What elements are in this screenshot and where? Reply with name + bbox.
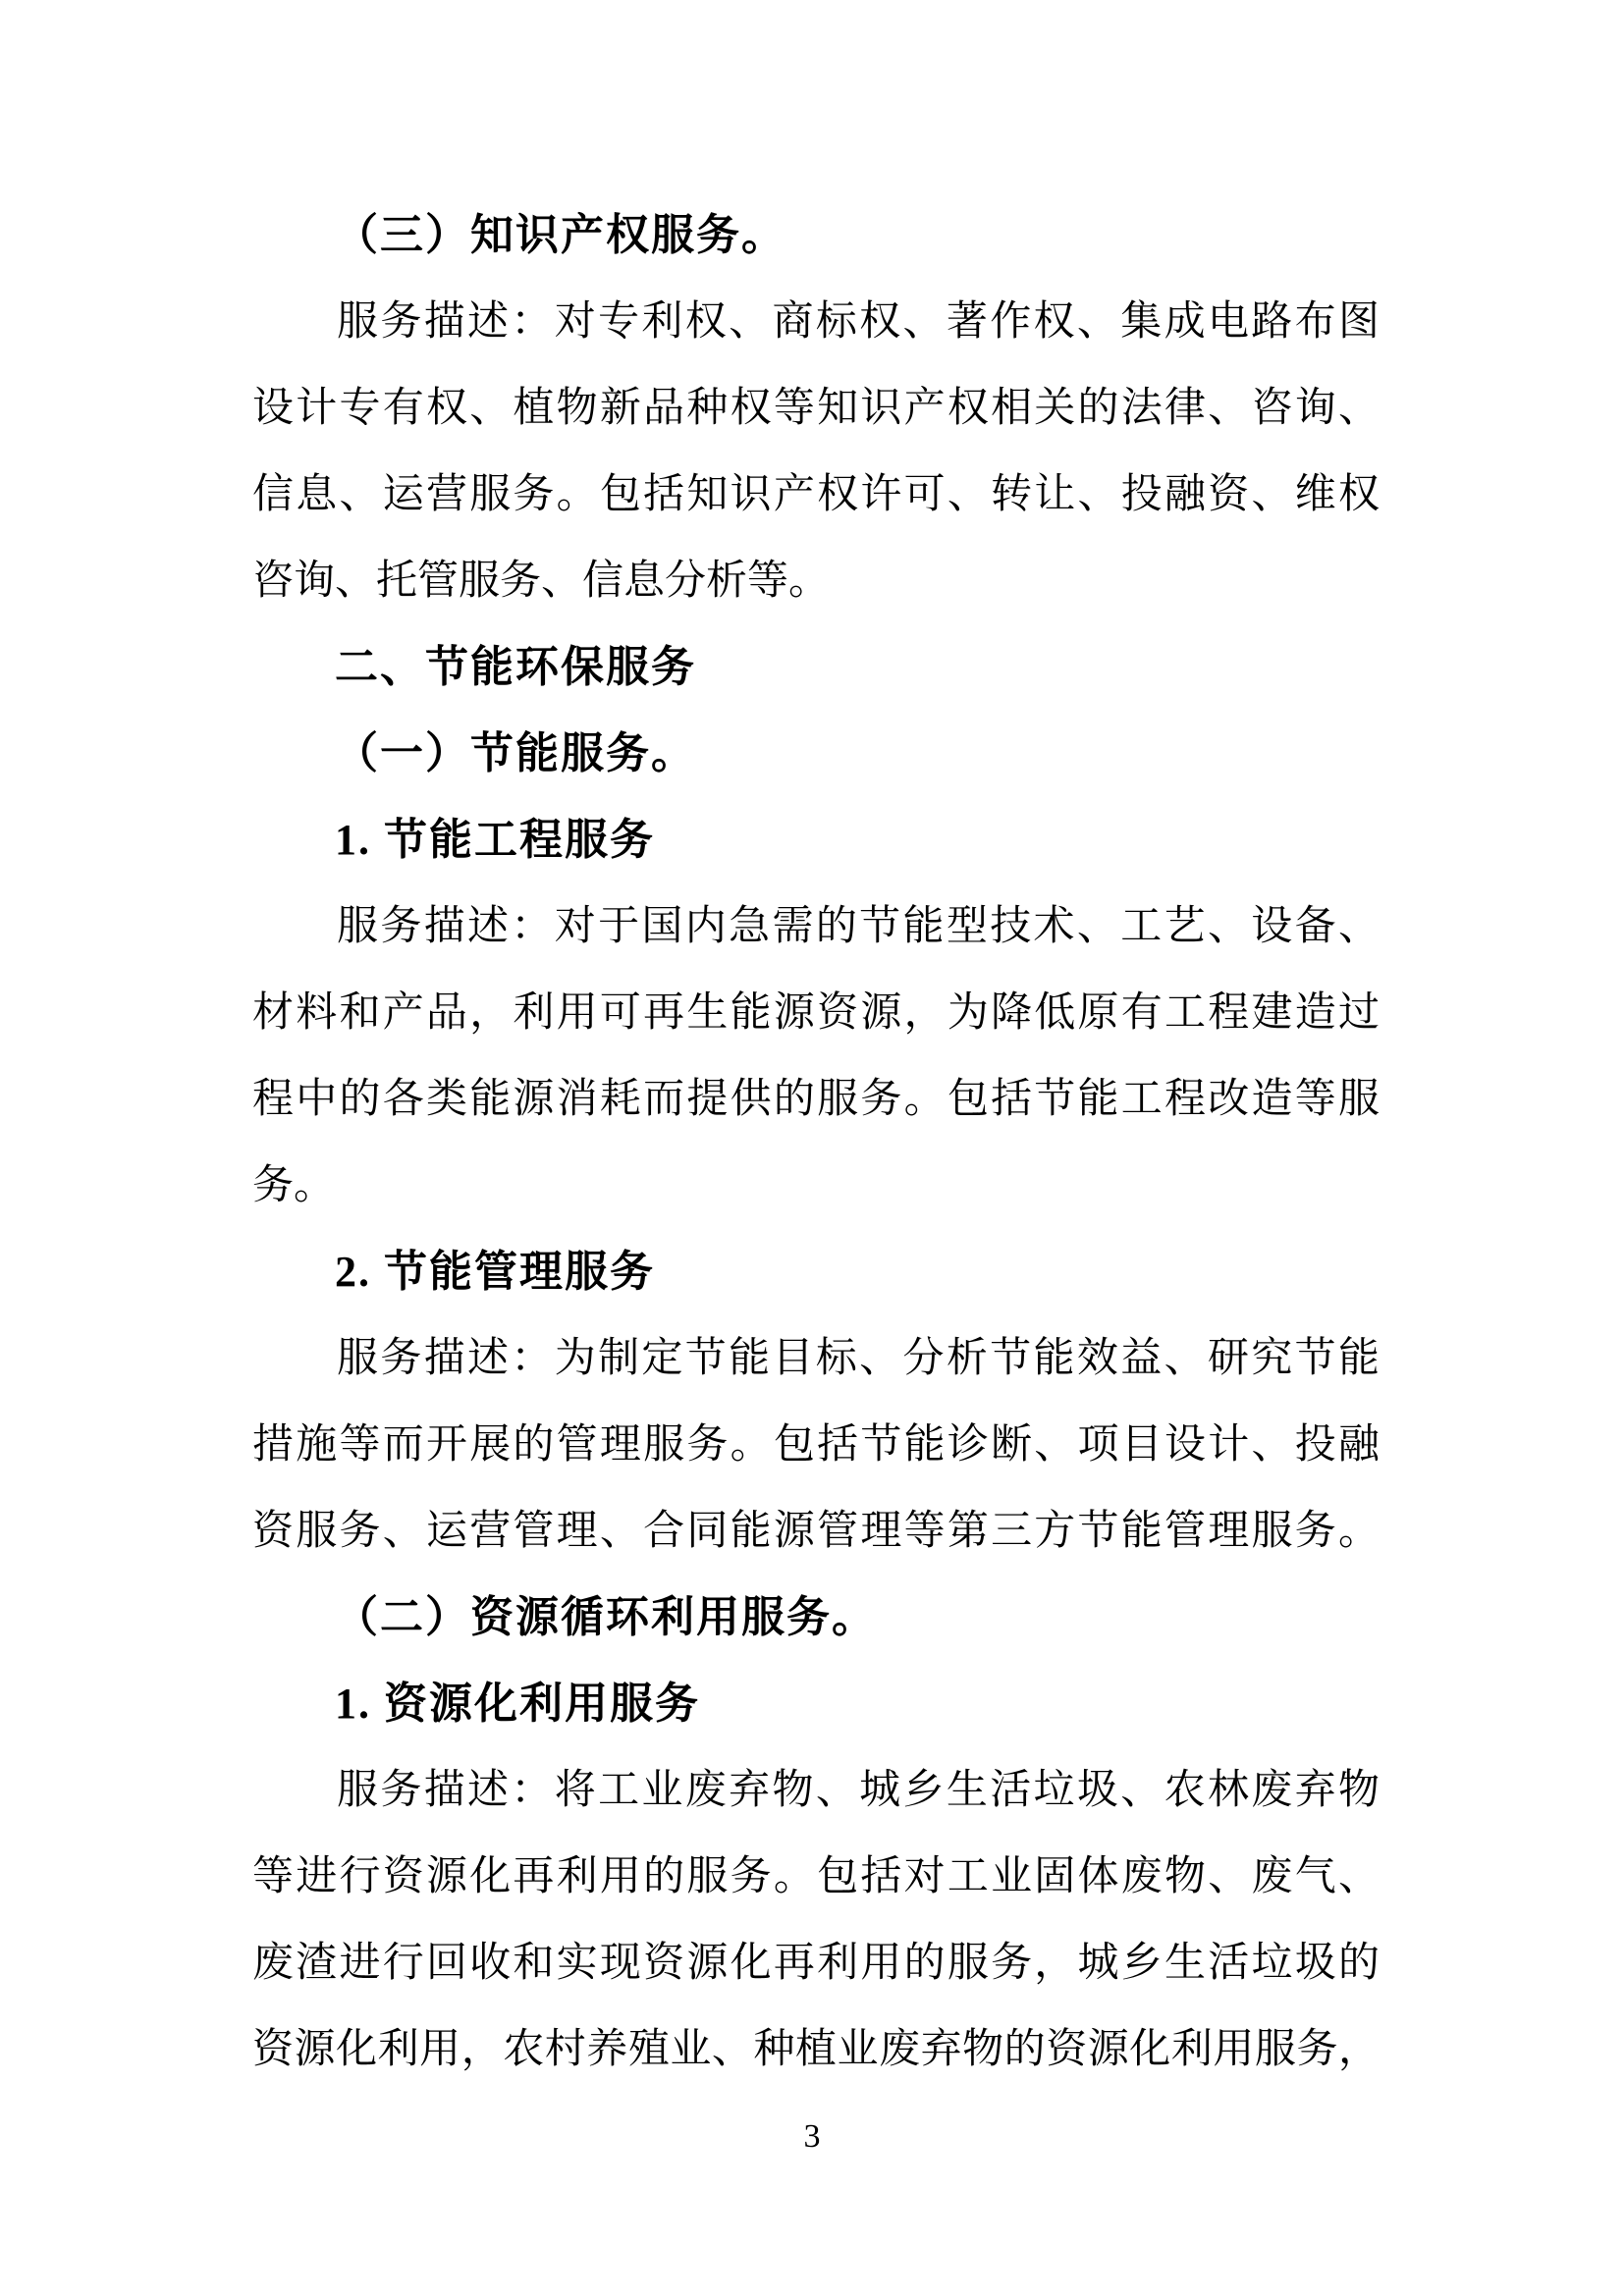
content-area (252, 192, 1380, 2093)
heading-energy-saving-engineering: 1. 节能工程服务 (335, 816, 655, 864)
paragraph-ip-line-3: 信息、运营服务。包括知识产权许可、转让、投融资、维权 (252, 472, 1380, 517)
paragraph-ip-line-2: 设计专有权、植物新品种权等知识产权相关的法律、咨询、 (252, 386, 1380, 431)
paragraph-management-line-2: 措施等而开展的管理服务。包括节能诊断、项目设计、投融 (252, 1422, 1380, 1468)
heading-resource-utilization: 1. 资源化利用服务 (335, 1680, 700, 1728)
paragraph-engineering-line-1: 服务描述：对于国内急需的节能型技术、工艺、设备、 (337, 904, 1380, 949)
heading-ip-services: （三）知识产权服务。 (335, 211, 786, 259)
paragraph-utilization-line-3: 废渣进行回收和实现资源化再利用的服务，城乡生活垃圾的 (252, 1941, 1380, 1986)
paragraph-management-line-3: 资服务、运营管理、合同能源管理等第三方节能管理服务。 (252, 1509, 1380, 1554)
paragraph-ip-line-1: 服务描述：对专利权、商标权、著作权、集成电路布图 (337, 299, 1380, 345)
paragraph-engineering-line-2: 材料和产品，利用可再生能源资源，为降低原有工程建造过 (252, 990, 1380, 1036)
paragraph-management-line-1: 服务描述：为制定节能目标、分析节能效益、研究节能 (337, 1336, 1380, 1381)
paragraph-utilization-line-4: 资源化利用，农村养殖业、种植业废弃物的资源化利用服务， (252, 2027, 1380, 2072)
paragraph-utilization-line-2: 等进行资源化再利用的服务。包括对工业固体废物、废气、 (252, 1854, 1380, 1899)
heading-energy-saving-services: （一）节能服务。 (335, 729, 696, 777)
heading-energy-saving-management: 2. 节能管理服务 (335, 1248, 655, 1296)
heading-resource-recycling-services: （二）资源循环利用服务。 (335, 1593, 877, 1641)
page-number: 3 (803, 2118, 821, 2155)
paragraph-utilization-line-1: 服务描述：将工业废弃物、城乡生活垃圾、农林废弃物 (337, 1768, 1380, 1813)
heading-energy-env-services: 二、节能环保服务 (335, 643, 696, 691)
paragraph-engineering-line-3: 程中的各类能源消耗而提供的服务。包括节能工程改造等服 (252, 1077, 1380, 1122)
paragraph-engineering-line-4: 务。 (252, 1163, 336, 1208)
paragraph-ip-line-4: 咨询、托管服务、信息分析等。 (252, 559, 831, 604)
